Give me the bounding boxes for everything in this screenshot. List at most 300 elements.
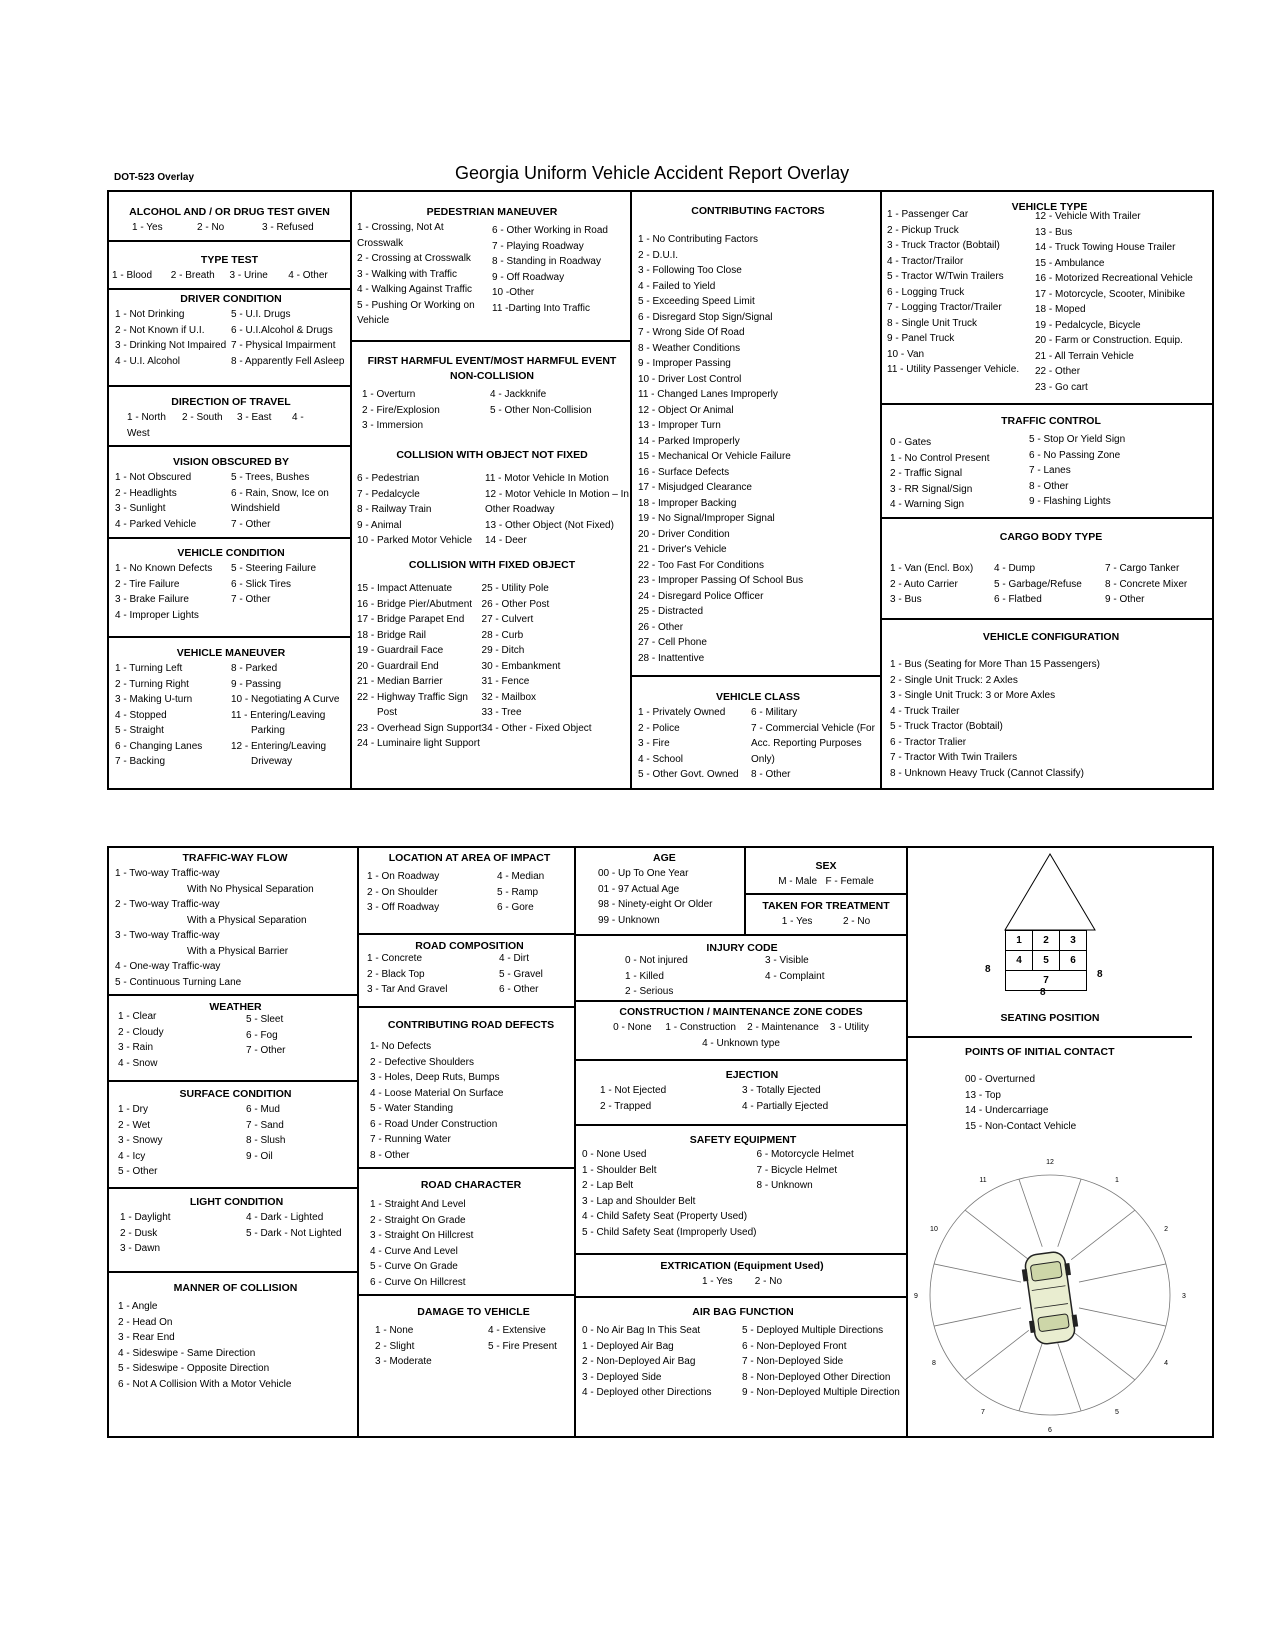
list-item: 13 - Top: [965, 1089, 1001, 1101]
cargo-body-section: [890, 530, 1212, 608]
list-item: 5 - Continuous Turning Lane: [115, 976, 242, 988]
cargo-body-title: CARGO BODY TYPE: [999, 531, 1103, 543]
clock-position-label: 1: [1115, 1176, 1119, 1184]
age-section: [598, 851, 743, 928]
seat-2: 2: [1033, 931, 1060, 951]
list-item: 7 - Running Water: [370, 1134, 451, 1145]
type-test-item: 1 - Blood: [112, 270, 153, 281]
list-item: 26 - Other: [638, 621, 684, 633]
list-item: Acc. Reporting Purposes: [751, 738, 862, 749]
list-item: 4 - Failed to Yield: [638, 280, 716, 292]
list-item: 5 - Deployed Multiple Directions: [742, 1325, 884, 1336]
list-item: 14 - Parked Improperly: [638, 435, 740, 447]
list-item: 7 - Other: [246, 1045, 286, 1056]
list-item: 2 - Traffic Signal: [890, 468, 963, 479]
list-item: 18 - Moped: [1035, 304, 1086, 315]
traffic-control-section: [890, 414, 1212, 513]
list-item: 4 - Improper Lights: [115, 609, 199, 621]
list-item: 9 - Improper Passing: [638, 358, 731, 369]
list-item: 3 - Two-way Traffic-way: [115, 930, 220, 941]
list-item: 5 - Garbage/Refuse: [994, 578, 1082, 590]
list-item: 19 - Guardrail Face: [357, 645, 444, 656]
injury-title: INJURY CODE: [706, 942, 778, 954]
list-item: 2 - On Shoulder: [367, 886, 438, 898]
list-item: 0 - Not injured: [625, 955, 688, 966]
list-item: 33 - Tree: [481, 707, 522, 718]
list-item: 00 - Up To One Year: [598, 868, 689, 879]
list-item: 1 - Dry: [118, 1104, 148, 1115]
vehicle-config-title: VEHICLE CONFIGURATION: [982, 631, 1120, 643]
list-item: 11 - Utility Passenger Vehicle.: [887, 364, 1020, 375]
airbag-title: AIR BAG FUNCTION: [692, 1306, 794, 1318]
list-item: 3 - Snowy: [118, 1135, 163, 1146]
list-item: 27 - Cell Phone: [638, 637, 707, 648]
list-item: 26 - Other Post: [481, 598, 550, 610]
list-item: 6 - Changing Lanes: [115, 740, 203, 752]
alcohol-test-section: [112, 205, 347, 236]
list-item: 3 - Brake Failure: [115, 594, 189, 605]
damage-title: DAMAGE TO VEHICLE: [417, 1306, 530, 1318]
dial-spoke: [1019, 1343, 1042, 1411]
road-defects-title: CONTRIBUTING ROAD DEFECTS: [387, 1019, 555, 1031]
list-item: 2 - Straight On Grade: [370, 1214, 466, 1226]
list-item: 9 - Non-Deployed Multiple Direction: [742, 1387, 900, 1398]
list-item: 6 - Not A Collision With a Motor Vehicle: [118, 1378, 292, 1390]
list-item: 1 - Straight And Level: [370, 1199, 466, 1210]
list-item: West: [127, 427, 150, 439]
list-item: 2 - Pickup Truck: [887, 224, 959, 236]
list-item: 7 - Physical Impairment: [231, 340, 336, 351]
list-item: 1 - Concrete: [367, 953, 423, 964]
list-item: 0 - None Used: [582, 1149, 647, 1160]
first-harmful-section: [357, 354, 627, 434]
direction-title: DIRECTION OF TRAVEL: [171, 396, 291, 408]
dial-spoke: [1019, 1179, 1042, 1247]
collision-not-fixed-title: COLLISION WITH OBJECT NOT FIXED: [396, 449, 588, 461]
seat-8-right: 8: [1097, 969, 1103, 980]
list-item: 5 - Steering Failure: [231, 563, 317, 574]
alcohol-yes: 1 - Yes: [132, 222, 163, 233]
list-item: Driveway: [251, 756, 293, 767]
list-item: 4 -: [292, 412, 304, 423]
list-item: 11 -Darting Into Traffic: [492, 302, 591, 314]
list-item: 24 - Disregard Police Officer: [638, 590, 764, 602]
list-item: 15 - Ambulance: [1035, 257, 1105, 269]
seat-5: 5: [1033, 951, 1060, 971]
list-item: 4 - U.I. Alcohol: [115, 355, 181, 367]
type-test-item: 2 - Breath: [170, 270, 215, 281]
list-item: 15 - Mechanical Or Vehicle Failure: [638, 451, 791, 462]
list-item: 1 - On Roadway: [367, 871, 440, 882]
list-item: 10 - Van: [887, 348, 925, 360]
driver-condition-title: DRIVER CONDITION: [180, 293, 282, 305]
vehicle-type-title: VEHICLE TYPE: [1011, 201, 1088, 213]
list-item: 3 - Rain: [118, 1042, 154, 1053]
list-item: 1 - Crossing, Not At Crosswalk: [357, 222, 444, 249]
list-item: 6 - Logging Truck: [887, 286, 965, 298]
list-item: 2 - Lap Belt: [582, 1180, 634, 1191]
light-section: [120, 1195, 353, 1257]
clock-position-label: 4: [1164, 1360, 1169, 1367]
list-item: 6 - Disregard Stop Sign/Signal: [638, 311, 773, 323]
list-item: 10 - Parked Motor Vehicle: [357, 535, 473, 546]
list-item: 23 - Overhead Sign Support: [357, 722, 482, 734]
list-item: 8 - Concrete Mixer: [1105, 578, 1188, 590]
list-item: 8 - Slush: [246, 1135, 286, 1146]
list-item: 5 - Water Standing: [370, 1103, 454, 1114]
list-item: 1 - No Contributing Factors: [638, 234, 759, 245]
list-item: 2 - Auto Carrier: [890, 578, 958, 590]
dial-spoke: [1058, 1179, 1081, 1247]
seating-grid: [1005, 930, 1087, 991]
type-test-item: 3 - Urine: [229, 270, 268, 281]
list-item: 3 - Rear End: [118, 1332, 175, 1343]
traffic-control-title: TRAFFIC CONTROL: [1001, 415, 1101, 427]
construction-section: [578, 1005, 904, 1051]
list-item: 8 - Non-Deployed Other Direction: [742, 1371, 891, 1383]
sex-section: [748, 859, 904, 890]
list-item: 2 - Not Known if U.I.: [115, 324, 205, 336]
list-item: 21 - All Terrain Vehicle: [1035, 350, 1134, 362]
seat-6: 6: [1060, 951, 1087, 971]
list-item: 1 - Overturn: [362, 389, 416, 400]
list-item: 15 - Non-Contact Vehicle: [965, 1120, 1077, 1132]
list-item: 8 - Railway Train: [357, 504, 432, 515]
vehicle-condition-section: [115, 546, 347, 623]
list-item: 13 - Other Object (Not Fixed): [485, 519, 614, 531]
list-item: 2 - Turning Right: [115, 678, 189, 690]
clock-position-label: 11: [979, 1176, 987, 1184]
list-item: 1 - Killed: [625, 970, 664, 982]
list-item: 2 - D.U.I.: [638, 249, 679, 261]
trafficway-title: TRAFFIC-WAY FLOW: [182, 852, 288, 864]
list-item: 6 - Other Working in Road: [492, 225, 608, 236]
manner-section: [118, 1281, 353, 1392]
list-item: 17 - Bridge Parapet End: [357, 614, 465, 625]
vehicle-condition-title: VEHICLE CONDITION: [177, 547, 285, 559]
list-item: 6 - U.I.Alcohol & Drugs: [231, 324, 333, 336]
list-item: 3 - Moderate: [375, 1356, 432, 1367]
clock-position-label: 6: [1048, 1427, 1052, 1434]
list-item: 5 - Curve On Grade: [370, 1261, 458, 1272]
list-item: 2 - Serious: [625, 986, 674, 997]
list-item: 12 - Entering/Leaving: [231, 740, 327, 752]
car-icon: [1020, 1250, 1080, 1346]
list-item: 14 - Undercarriage: [965, 1105, 1049, 1116]
list-item: 6 - Non-Deployed Front: [742, 1340, 847, 1352]
list-item: 2 - No: [842, 916, 871, 927]
contact-section: [915, 1045, 1185, 1134]
list-item: 0 - No Air Bag In This Seat: [582, 1325, 701, 1336]
list-item: 9 - Passing: [231, 678, 282, 690]
seat-4: 4: [1006, 951, 1033, 971]
first-harmful-title: FIRST HARMFUL EVENT/MOST HARMFUL EVENT: [367, 355, 617, 367]
list-item: 1 - Yes: [701, 1276, 733, 1287]
list-item: 13 - Improper Turn: [638, 420, 721, 431]
road-defects-section: [370, 1018, 572, 1163]
seating-title: SEATING POSITION: [1000, 1012, 1100, 1024]
seat-8-bottom: 8: [1040, 987, 1046, 998]
list-item: 8 - Single Unit Truck: [887, 317, 978, 329]
list-item: 6 - Flatbed: [994, 594, 1042, 605]
list-item: 5 - Other Non-Collision: [490, 404, 592, 416]
list-item: 4 - One-way Traffic-way: [115, 961, 221, 972]
list-item: 23 - Go cart: [1035, 381, 1088, 393]
clock-position-label: 9: [914, 1293, 918, 1300]
light-title: LIGHT CONDITION: [189, 1196, 284, 1208]
list-item: 8 - Weather Conditions: [638, 342, 741, 354]
list-item: 5 - Truck Tractor (Bobtail): [890, 721, 1003, 732]
trafficway-section: [115, 851, 355, 990]
list-item: 3 - Off Roadway: [367, 902, 440, 913]
treatment-title: TAKEN FOR TREATMENT: [762, 900, 890, 912]
list-item: 5 - Exceeding Speed Limit: [638, 296, 755, 307]
list-item: 1 - North: [127, 412, 166, 423]
list-item: 10 - Negotiating A Curve: [231, 694, 340, 705]
list-item: 1 - Turning Left: [115, 663, 183, 674]
list-item: 10 -Other: [492, 287, 535, 298]
list-item: 01 - 97 Actual Age: [598, 883, 680, 895]
list-item: 2 - Two-way Traffic-way: [115, 899, 220, 910]
list-item: 4 - Warning Sign: [890, 499, 965, 510]
construction-line-2: 4 - Unknown type: [702, 1037, 780, 1049]
clock-position-label: 3: [1182, 1293, 1186, 1300]
list-item: 4 - Median: [497, 871, 545, 882]
list-item: 11 - Changed Lanes Improperly: [638, 389, 778, 400]
list-item: 34 - Other - Fixed Object: [481, 722, 592, 734]
surface-title: SURFACE CONDITION: [179, 1088, 292, 1100]
direction-section: [115, 395, 347, 441]
list-item: 6 - Tractor Tralier: [890, 736, 967, 748]
list-item: 9 - Flashing Lights: [1029, 496, 1111, 507]
list-item: 4 - Child Safety Seat (Property Used): [582, 1211, 748, 1222]
list-item: With No Physical Separation: [187, 883, 314, 895]
list-item: 20 - Farm or Construction. Equip.: [1035, 335, 1183, 346]
list-item: 8 - Other: [370, 1149, 410, 1161]
list-item: 1 - Privately Owned: [638, 707, 726, 718]
list-item: 3 - Truck Tractor (Bobtail): [887, 240, 1000, 251]
surface-section: [118, 1087, 353, 1180]
list-item: Parking: [251, 725, 285, 736]
list-item: 19 - No Signal/Improper Signal: [638, 513, 775, 524]
list-item: 7 - Commercial Vehicle (For: [751, 722, 875, 734]
location-title: LOCATION AT AREA OF IMPACT: [388, 852, 551, 864]
list-item: 1 - Deployed Air Bag: [582, 1340, 674, 1352]
list-item: 7 - Logging Tractor/Trailer: [887, 302, 1002, 313]
list-item: 8 - Unknown Heavy Truck (Cannot Classify): [890, 767, 1084, 779]
seat-8-left: 8: [985, 964, 991, 975]
list-item: 1 - Shoulder Belt: [582, 1164, 657, 1176]
contributing-factors-section: [638, 204, 878, 666]
list-item: 4 - Sideswipe - Same Direction: [118, 1347, 256, 1359]
road-composition-section: [367, 939, 572, 998]
list-item: 8 - Other: [1029, 480, 1069, 492]
construction-line-1: 0 - None 1 - Construction 2 - Maintenance 3 - Utility: [613, 1022, 869, 1033]
pedestrian-title: PEDESTRIAN MANEUVER: [426, 206, 558, 218]
list-item: 2 - Fire/Explosion: [362, 404, 440, 416]
list-item: 7 - Sand: [246, 1119, 284, 1131]
list-item: 98 - Ninety-eight Or Older: [598, 899, 713, 910]
contact-title: POINTS OF INITIAL CONTACT: [965, 1046, 1115, 1058]
list-item: 21 - Median Barrier: [357, 676, 443, 687]
collision-not-fixed-section: [357, 448, 627, 549]
form-id: DOT-523 Overlay: [114, 172, 195, 183]
list-item: 5 - Child Safety Seat (Improperly Used): [582, 1226, 757, 1238]
extrication-section: [580, 1259, 904, 1290]
list-item: 3 - Single Unit Truck: 3 or More Axles: [890, 690, 1056, 701]
vision-title: VISION OBSCURED BY: [172, 456, 290, 468]
list-item: 5 - Dark - Not Lighted: [246, 1227, 342, 1239]
list-item: 6 - Gore: [497, 902, 534, 913]
list-item: 7 - Other: [231, 594, 271, 605]
list-item: 31 - Fence: [481, 676, 530, 687]
list-item: 4 - Parked Vehicle: [115, 518, 197, 530]
pedestrian-section: [357, 205, 627, 329]
list-item: 11 - Motor Vehicle In Motion: [485, 473, 609, 484]
list-item: 7 - Wrong Side Of Road: [638, 327, 745, 338]
list-item: With a Physical Barrier: [187, 945, 289, 957]
list-item: 5 - Stop Or Yield Sign: [1029, 434, 1126, 445]
ejection-title: EJECTION: [725, 1069, 779, 1081]
type-test-item: 4 - Other: [288, 270, 328, 281]
list-item: 22 - Other: [1035, 366, 1081, 377]
list-item: 4 - Snow: [118, 1057, 158, 1069]
list-item: 2 - Crossing at Crosswalk: [357, 253, 471, 264]
list-item: 8 - Parked: [231, 663, 278, 674]
list-item: 25 - Utility Pole: [481, 583, 549, 594]
seating-diagram: [1000, 852, 1100, 932]
driver-condition-section: [115, 292, 347, 369]
list-item: 3 - Deployed Side: [582, 1371, 662, 1383]
list-item: 7 - Cargo Tanker: [1105, 563, 1180, 574]
list-item: 4 - Tractor/Trailor: [887, 255, 964, 267]
list-item: 5 - Other: [118, 1166, 158, 1177]
list-item: 20 - Guardrail End: [357, 660, 439, 672]
list-item: 12 - Vehicle With Trailer: [1035, 211, 1141, 222]
list-item: 3 - Drinking Not Impaired: [115, 340, 227, 351]
list-item: 9 - Animal: [357, 519, 402, 531]
list-item: 7 - Playing Roadway: [492, 240, 584, 252]
sex-title: SEX: [815, 860, 837, 872]
list-item: 11 - Entering/Leaving: [231, 709, 326, 721]
list-item: 3 - Dawn: [120, 1243, 161, 1254]
list-item: Post: [377, 707, 398, 718]
dial-spoke: [1079, 1264, 1166, 1282]
list-item: 2 - Single Unit Truck: 2 Axles: [890, 674, 1018, 686]
seat-3: 3: [1060, 931, 1087, 951]
dial-spoke: [1071, 1210, 1135, 1259]
list-item: 4 - Dirt: [499, 953, 529, 964]
list-item: 4 - Stopped: [115, 709, 167, 721]
list-item: 4 - Icy: [118, 1150, 146, 1162]
list-item: 3 - Totally Ejected: [742, 1085, 821, 1096]
road-character-section: [370, 1178, 572, 1290]
list-item: 8 - Unknown: [756, 1180, 813, 1191]
list-item: 5 - Gravel: [499, 968, 543, 980]
list-item: 1- No Defects: [370, 1041, 432, 1052]
list-item: 3 - Following Too Close: [638, 265, 742, 276]
list-item: 4 - School: [638, 753, 684, 765]
list-item: 1 - Not Obscured: [115, 472, 192, 483]
list-item: 14 - Truck Towing House Trailer: [1035, 242, 1176, 253]
list-item: 9 - Panel Truck: [887, 333, 955, 344]
dial-spoke: [1058, 1343, 1081, 1411]
list-item: 7 - Backing: [115, 756, 166, 767]
list-item: 6 - Military: [751, 707, 798, 718]
list-item: 2 - Trapped: [600, 1100, 652, 1112]
list-item: 28 - Inattentive: [638, 652, 705, 664]
list-item: 3 - RR Signal/Sign: [890, 483, 973, 495]
dial-spoke: [934, 1308, 1021, 1326]
list-item: 99 - Unknown: [598, 914, 660, 926]
list-item: 1 - Yes: [781, 916, 813, 927]
treatment-section: [748, 899, 904, 930]
contact-dial: [914, 1140, 1186, 1434]
list-item: 1 - Passenger Car: [887, 209, 969, 220]
clock-position-label: 10: [930, 1226, 938, 1233]
list-item: 18 - Bridge Rail: [357, 629, 426, 641]
list-item: 1 - No Control Present: [890, 452, 990, 464]
clock-position-label: 5: [1115, 1409, 1119, 1417]
list-item: 14 - Deer: [485, 535, 527, 546]
list-item: 6 - Motorcycle Helmet: [756, 1149, 854, 1160]
list-item: 3 - Lap and Shoulder Belt: [582, 1195, 696, 1207]
list-item: 00 - Overturned: [965, 1074, 1036, 1085]
list-item: 8 - Other: [751, 769, 791, 780]
list-item: 1 - Not Drinking: [115, 309, 185, 320]
list-item: 10 - Driver Lost Control: [638, 373, 742, 385]
list-item: 5 - U.I. Drugs: [231, 309, 291, 320]
list-item: 3 - East: [237, 412, 272, 423]
list-item: 1 - Angle: [118, 1301, 158, 1312]
list-item: 27 - Culvert: [481, 614, 534, 625]
first-harmful-subtitle: NON-COLLISION: [450, 370, 534, 382]
list-item: 6 - Road Under Construction: [370, 1118, 498, 1130]
list-item: 3 - Fire: [638, 738, 670, 749]
list-item: 1 - No Known Defects: [115, 563, 213, 574]
list-item: 1 - Clear: [118, 1011, 157, 1022]
clock-position-label: 2: [1164, 1226, 1169, 1233]
list-item: 17 - Motorcycle, Scooter, Minibike: [1035, 288, 1186, 300]
list-item: 1 - Two-way Traffic-way: [115, 868, 220, 879]
clock-position-label: 8: [931, 1360, 936, 1367]
list-item: 5 - Other Govt. Owned: [638, 769, 739, 780]
list-item: 24 - Luminaire light Support: [357, 738, 480, 749]
list-item: 5 - Ramp: [497, 886, 539, 898]
list-item: 4 - Truck Trailer: [890, 705, 960, 717]
list-item: 7 - Bicycle Helmet: [756, 1164, 838, 1176]
location-section: [367, 851, 572, 916]
list-item: 21 - Driver's Vehicle: [638, 544, 727, 555]
list-item: 8 - Standing in Roadway: [492, 256, 601, 267]
alcohol-refused: 3 - Refused: [262, 222, 314, 233]
list-item: 2 - Defective Shoulders: [370, 1056, 474, 1068]
list-item: Windshield: [231, 503, 280, 514]
vision-section: [115, 455, 347, 532]
list-item: 6 - No Passing Zone: [1029, 449, 1121, 461]
list-item: 2 - Police: [638, 722, 680, 734]
list-item: 6 - Other: [499, 984, 539, 995]
list-item: 7 - Other: [231, 518, 271, 530]
vehicle-class-title: VEHICLE CLASS: [715, 691, 800, 703]
extrication-title: EXTRICATION (Equipment Used): [660, 1260, 824, 1272]
list-item: 3 - Walking with Traffic: [357, 268, 458, 280]
list-item: 7 - Tractor With Twin Trailers: [890, 752, 1018, 763]
list-item: 4 - Deployed other Directions: [582, 1387, 712, 1398]
list-item: 23 - Improper Passing Of School Bus: [638, 575, 804, 586]
damage-section: [375, 1305, 572, 1370]
list-item: 4 - Walking Against Traffic: [357, 284, 473, 295]
